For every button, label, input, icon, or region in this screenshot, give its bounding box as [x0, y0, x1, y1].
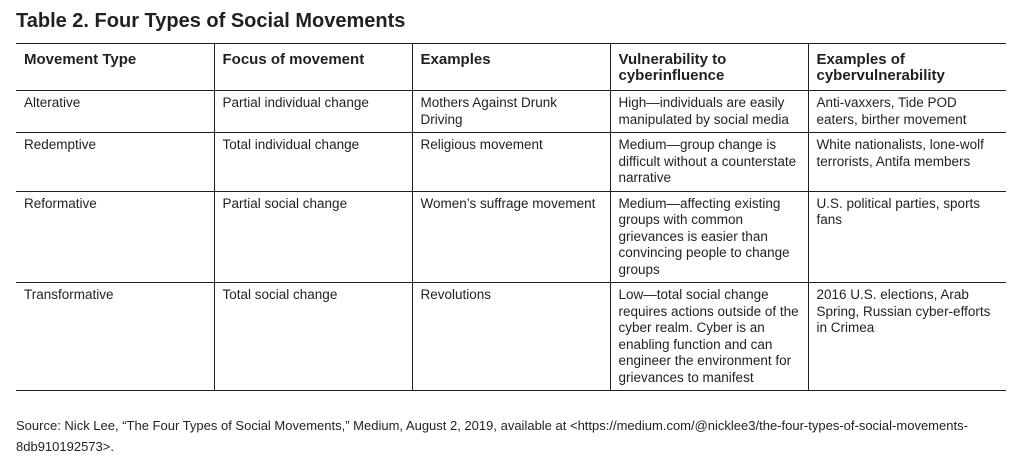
cell-focus: Total social change [214, 283, 412, 391]
cell-vulnerability: High—individuals are easily manipulated by social media [610, 91, 808, 133]
cell-cyber-examples: U.S. political parties, sports fans [808, 191, 1006, 283]
cell-examples: Religious movement [412, 133, 610, 192]
cell-movement-type: Redemptive [16, 133, 214, 192]
cell-examples: Mothers Against Drunk Driving [412, 91, 610, 133]
cell-examples: Revolutions [412, 283, 610, 391]
cell-focus: Partial individual change [214, 91, 412, 133]
table-row [16, 133, 1006, 192]
cell-vulnerability: Medium—affecting existing groups with common grievances is easier than convincing people to change groups [610, 191, 808, 283]
cell-movement-type: Alterative [16, 91, 214, 133]
table-row [16, 91, 1006, 133]
column-header-vulnerability: Vulnerability to cyberinfluence [610, 44, 808, 91]
social-movements-table [16, 43, 1006, 391]
table-row [16, 283, 1006, 391]
column-header-cyber-examples: Examples of cybervulnerability [808, 44, 1006, 91]
cell-vulnerability: Medium—group change is difficult without a counterstate narrative [610, 133, 808, 192]
cell-examples: Women’s suffrage movement [412, 191, 610, 283]
cell-cyber-examples: White nationalists, lone-wolf terrorists, Antifa members [808, 133, 1006, 192]
table-row [16, 191, 1006, 283]
cell-focus: Partial social change [214, 191, 412, 283]
cell-cyber-examples: Anti-vaxxers, Tide POD eaters, birther movement [808, 91, 1006, 133]
table-header [16, 44, 1006, 91]
column-header-focus: Focus of movement [214, 44, 412, 91]
cell-focus: Total individual change [214, 133, 412, 192]
cell-movement-type: Transformative [16, 283, 214, 391]
cell-cyber-examples: 2016 U.S. elections, Arab Spring, Russian cyber-efforts in Crimea [808, 283, 1006, 391]
source-note: Source: Nick Lee, “The Four Types of Social Movements,” Medium, August 2, 2019, available at <https://medium.com/@nicklee3/the-four-types-of-social-movements-8db910192573>. [16, 418, 968, 454]
table-body [16, 91, 1006, 391]
column-header-examples: Examples [412, 44, 610, 91]
column-header-movement-type: Movement Type [16, 44, 214, 91]
header-row [16, 44, 1006, 91]
cell-movement-type: Reformative [16, 191, 214, 283]
cell-vulnerability: Low—total social change requires actions outside of the cyber realm. Cyber is an enabling function and can engineer the environment for grievances to manifest [610, 283, 808, 391]
table-title: Table 2. Four Types of Social Movements [16, 10, 406, 32]
